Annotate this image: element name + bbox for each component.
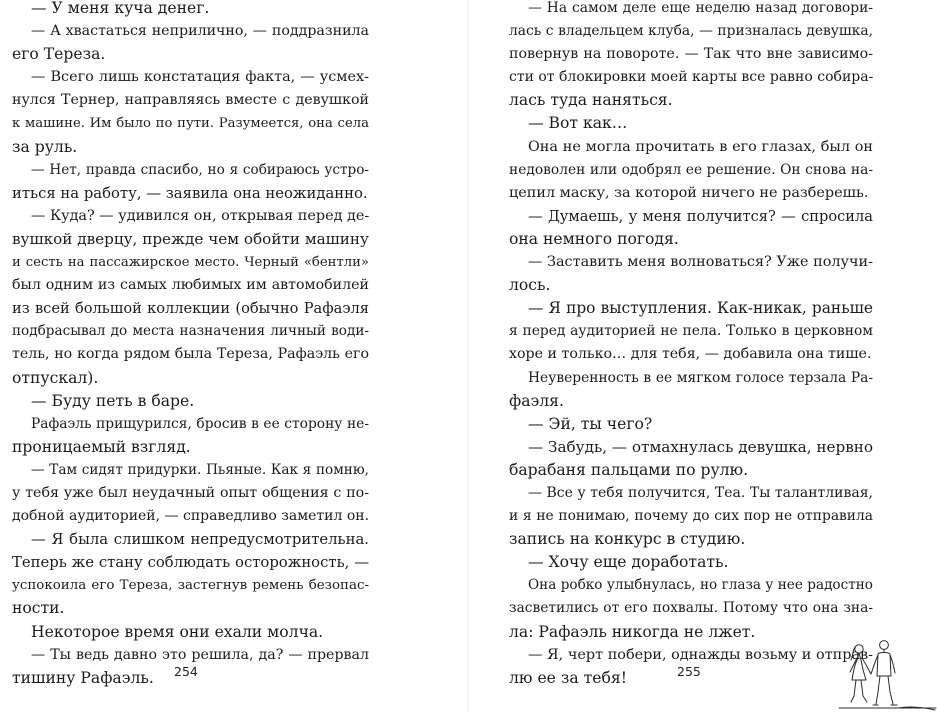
text-line: тель, но когда рядом была Тереза, Рафаэль его [12,346,369,363]
text-line: подбрасывал до места назначения личный води- [12,323,369,340]
text-line: она немного погодя. [509,229,679,248]
text-line: и сесть на пассажирское место. Черный «бентли» [12,255,369,271]
text-line: и я не понимаю, почему до сих пор не отправила [509,508,873,525]
text-line: ности. [12,599,65,618]
text-line: — Нет, правда спасибо, но я собираюсь устро- [31,161,369,178]
page-number-right: 255 [677,664,701,679]
text-line: Теперь же стану соблюдать осторожность, — [12,554,369,572]
text-line: Рафаэль прищурился, бросив в ее сторону не- [31,415,369,432]
text-line: Она робко улыбнулась, но глаза у нее радостно [528,577,873,594]
text-line: добной аудиторией, — справедливо заметил он. [12,508,369,525]
text-line: я перед аудиторией не пела. Только в церковном [509,323,873,340]
text-line: — Заставить меня волноваться? Уже получи- [528,254,873,271]
left-page [0,0,468,712]
text-line: Она не могла прочитать в его глазах, был он [528,138,873,155]
text-line: из всей большой коллекции (обычно Рафаэля [12,300,369,318]
text-line: ла: Рафаэль никогда не лжет. [509,622,756,641]
couple-line-art-icon [838,636,937,712]
text-line: — Я, черт побери, однажды возьму и отправ- [528,646,873,663]
left-page-text [12,0,369,690]
text-line: — Думаешь, у меня получится? — спросила [528,207,873,225]
text-line: — Забудь, — отмахнулась девушка, нервно [528,437,873,456]
text-line: Неуверенность в ее мягком голосе терзала Ра- [528,369,873,386]
text-line: к машине. Им было по пути. Разумеется, она села [12,116,369,132]
text-line: его Тереза. [12,45,106,64]
text-line: — Ты ведь давно это решила, да? — прервал [31,646,369,663]
text-line: засветились от его похвалы. Потому что она зна- [509,600,873,617]
text-line: — Я была слишком непредусмотрительна. [31,531,369,549]
text-line: — Вот как… [528,114,628,133]
text-line: иться на работу, — заявила она неожиданно. [12,184,368,202]
text-line: вушкой дверцу, прежде чем обойти машину [12,229,369,248]
text-line: — У меня куча денег. [31,0,210,17]
text-line: лась туда наняться. [509,91,673,110]
text-line: — Хочу еще доработать. [528,553,729,572]
text-line: — Всего лишь констатация факта, — усмех- [31,69,369,86]
text-line: — Буду петь в баре. [31,391,195,410]
text-line: был одним из самых любимых им автомобилей [12,277,369,294]
text-line: успокоила его Тереза, застегнув ремень безопас- [12,578,369,594]
text-line: лю ее за тебя! [509,668,627,687]
text-line: хоре и только… для тебя, — добавила она тише. [509,346,872,363]
text-line: недоволен или одобрял ее решение. Он снова на- [509,161,873,178]
right-page-text [509,0,873,690]
text-line: отпускал). [12,368,99,387]
text-line: тишину Рафаэль. [12,668,154,687]
text-line: фаэля. [509,391,564,410]
text-line: — На самом деле еще неделю назад договори- [528,0,873,16]
text-line: барабаня пальцами по рулю. [509,460,749,479]
text-line: за руль. [12,137,78,156]
text-line: повернув на повороте. — Так что вне зависимо- [509,46,873,63]
right-page [468,0,937,712]
text-line: — Эй, ты чего? [528,414,653,433]
text-line: — Все у тебя получится, Теа. Ты талантливая, [528,484,873,501]
text-line: — А хвастаться неприлично, — поддразнила [31,23,369,40]
text-line: цепил маску, за которой ничего не разберешь. [509,184,869,201]
text-line: — Я про выступления. Как-никак, раньше [528,299,873,318]
text-line: лась с владельцем клуба, — призналась девушка, [509,23,873,40]
text-line: — Там сидят придурки. Пьяные. Как я помню, [31,461,369,478]
page-number-left: 254 [174,664,198,679]
text-line: проницаемый взгляд. [12,437,191,456]
text-line: Некоторое время они ехали молча. [31,622,324,641]
text-line: у тебя уже был неудачный опыт общения с по- [12,484,369,501]
text-line: запись на конкурс в студию. [509,530,746,549]
text-line: лось. [509,276,551,295]
text-line: нулся Тернер, направляясь вместе с девушкой [12,92,369,109]
text-line: сти от блокировки моей карты все равно собира- [509,69,873,86]
text-line: — Куда? — удивился он, открывая перед де- [31,207,369,224]
